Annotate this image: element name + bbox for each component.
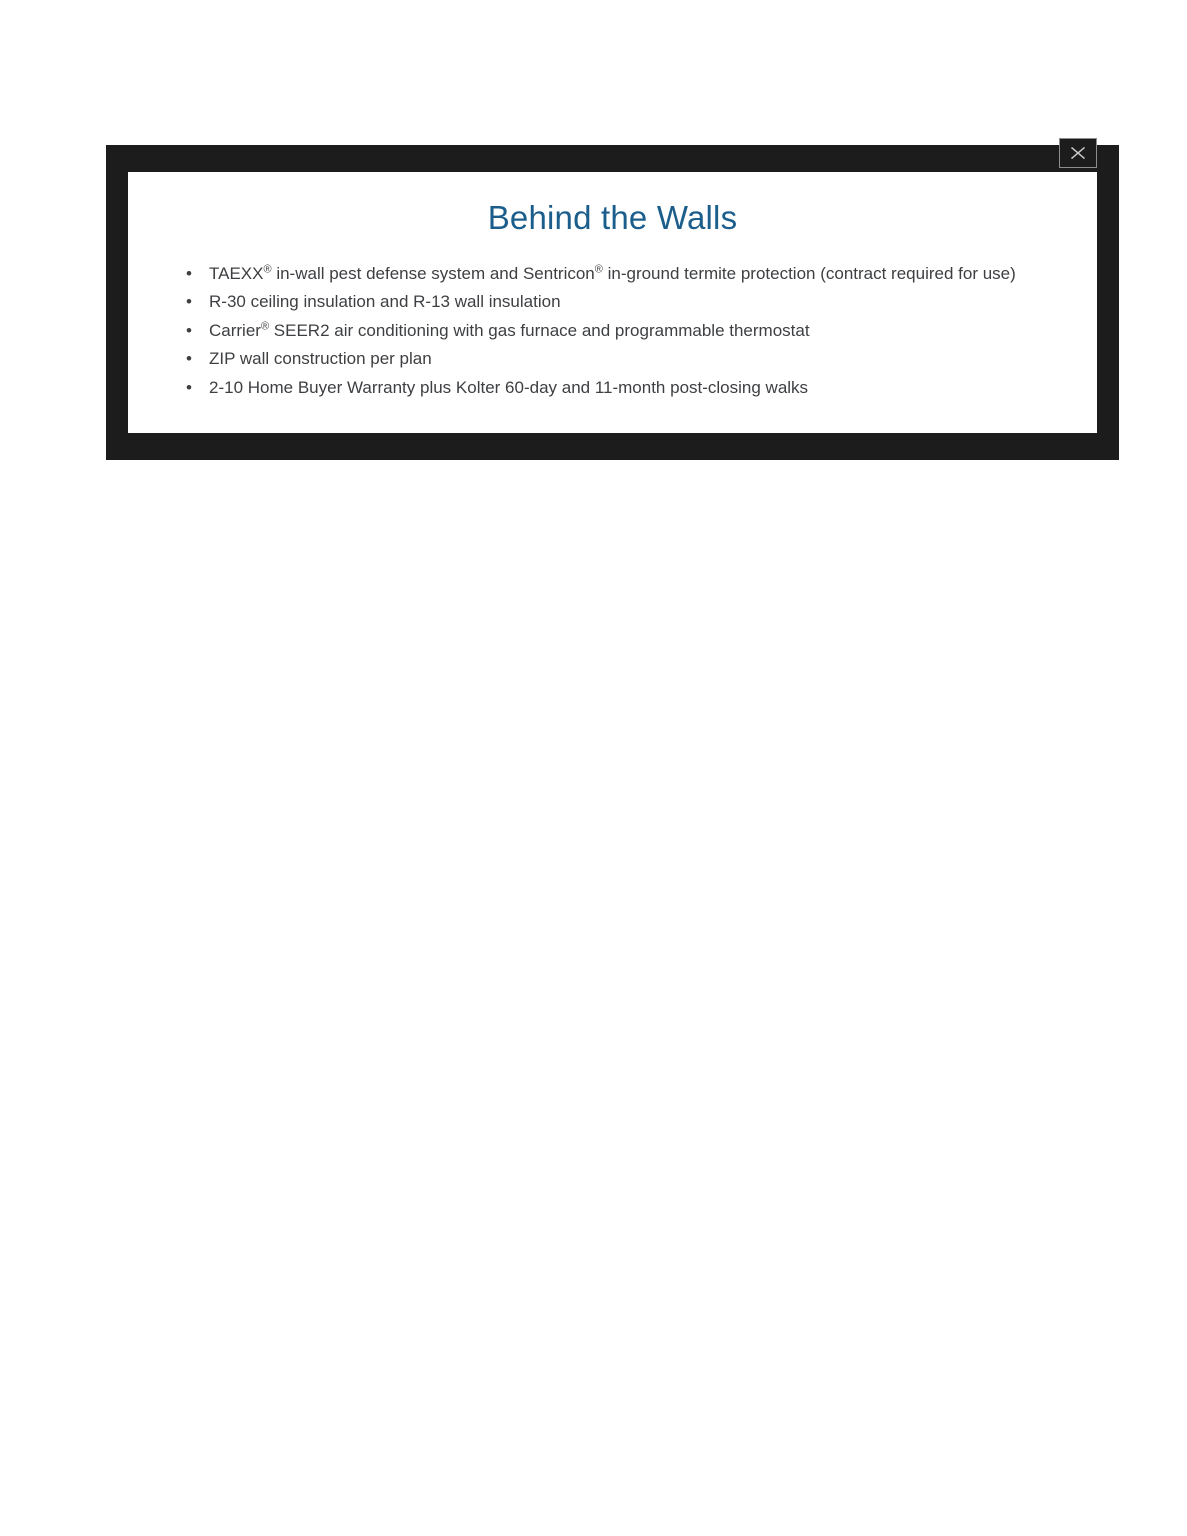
close-icon[interactable] xyxy=(1059,138,1097,168)
bullet-icon: • xyxy=(186,349,192,369)
modal-panel xyxy=(128,172,1097,433)
bullet-icon: • xyxy=(186,263,192,283)
list-item-label: Carrier® SEER2 air conditioning with gas furnace and programmable thermostat xyxy=(209,319,810,340)
list-item xyxy=(182,345,1097,374)
bullet-icon: • xyxy=(186,292,192,312)
bullet-icon: • xyxy=(186,377,192,397)
list-item-label: ZIP wall construction per plan xyxy=(209,349,432,369)
list-item xyxy=(182,317,1097,346)
close-icon-glyph xyxy=(1060,139,1096,167)
list-item-label: R-30 ceiling insulation and R-13 wall insulation xyxy=(209,292,561,312)
list-item-label: 2-10 Home Buyer Warranty plus Kolter 60-day and 11-month post-closing walks xyxy=(209,377,809,397)
page-title: Behind the Walls xyxy=(487,199,738,236)
list-item xyxy=(182,288,1097,317)
list-item xyxy=(182,260,1097,289)
feature-list xyxy=(128,260,1097,403)
list-item-label: TAEXX® in-wall pest defense system and Sentricon® in-ground termite protection (contract required for use) xyxy=(209,262,1016,283)
list-item xyxy=(182,374,1097,403)
bullet-icon: • xyxy=(186,320,192,340)
modal-frame xyxy=(106,145,1119,460)
